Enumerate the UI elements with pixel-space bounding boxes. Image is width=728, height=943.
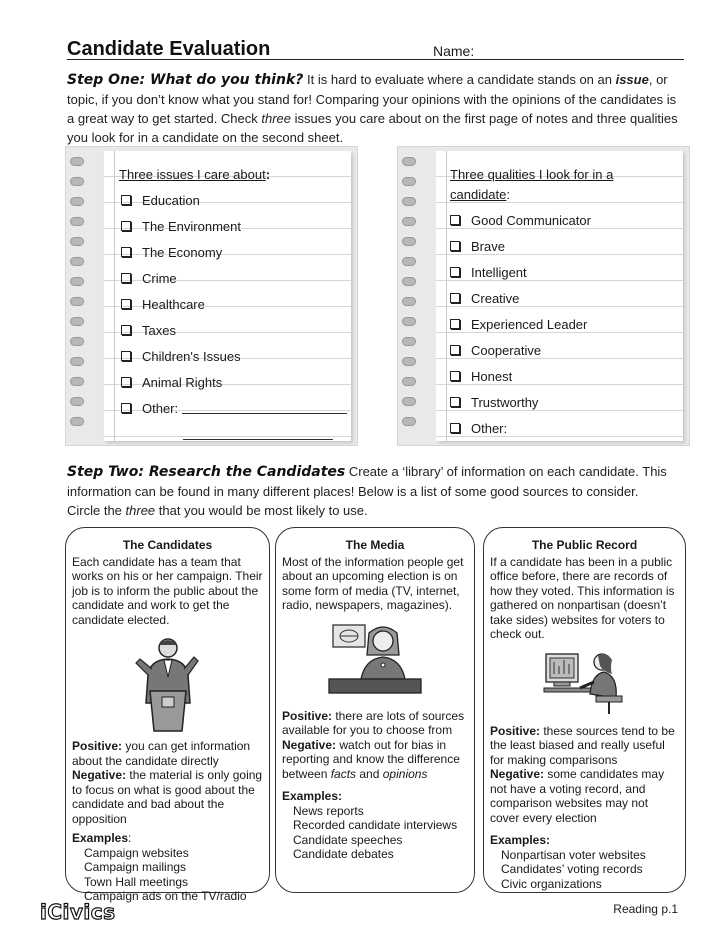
step-one-heading: Step One: What do you think? <box>67 72 304 88</box>
checkbox[interactable] <box>121 403 131 413</box>
checkbox[interactable] <box>450 371 460 381</box>
issues-heading-text: Three issues I care about <box>119 167 266 182</box>
issues-heading <box>119 165 270 185</box>
spiral-ring <box>402 397 416 406</box>
positive-label: Positive: <box>72 739 123 753</box>
checkbox[interactable] <box>450 267 460 277</box>
spiral-ring <box>70 397 84 406</box>
issue-item-other[interactable] <box>121 395 347 421</box>
news-anchor-illustration <box>325 619 425 699</box>
issue-label: Taxes <box>142 322 176 338</box>
example-item: Recorded candidate interviews <box>293 818 458 832</box>
quality-item[interactable] <box>450 207 591 233</box>
issue-label: Education <box>142 192 200 208</box>
positive-note <box>490 724 679 768</box>
issues-heading-colon: : <box>265 167 271 182</box>
positive-text: these sources tend to be the least biased and really useful for making comparisons <box>490 723 675 767</box>
three-word: three <box>261 111 292 126</box>
quality-item[interactable] <box>450 389 591 415</box>
checkbox[interactable] <box>121 195 131 205</box>
spiral-ring <box>70 297 84 306</box>
source-description: Most of the information people get about an upcoming election is on some form of media (TV, internet, radio, newspapers, magazines). <box>282 554 464 612</box>
source-title: The Candidates <box>122 538 213 552</box>
negative-note <box>72 768 263 826</box>
icivics-logo: iCivics <box>40 900 116 924</box>
spiral-ring <box>402 197 416 206</box>
spiral-ring <box>70 417 84 426</box>
spiral-ring <box>402 357 416 366</box>
spiral-ring <box>70 177 84 186</box>
step-one-text: , or topic, if you don’t know what you stand for! Comparing your opinions with the opinions of the candidates is a great way to get started. Check <box>67 72 677 126</box>
issue-label: Animal Rights <box>142 374 223 390</box>
examples-list <box>490 848 679 892</box>
quality-label: Brave <box>471 238 505 254</box>
example-item: Campaign mailings <box>84 860 187 874</box>
step-two-paragraph <box>67 462 672 520</box>
spiral-ring <box>70 217 84 226</box>
spiral-ring <box>402 337 416 346</box>
positive-note <box>282 709 468 738</box>
issue-label: Healthcare <box>142 296 205 312</box>
issue-label: Other: <box>142 400 179 416</box>
positive-label: Positive: <box>282 708 333 723</box>
spiral-rings <box>70 157 84 437</box>
step-one-text: It is hard to evaluate where a candidate stands on an <box>303 72 616 87</box>
issue-word: issue <box>615 72 649 87</box>
issue-label: Children's Issues <box>142 348 241 364</box>
issue-item[interactable] <box>121 213 347 239</box>
qualities-notebook <box>397 146 690 446</box>
quality-label: Other: <box>471 420 508 436</box>
write-in-line[interactable] <box>183 428 333 440</box>
issue-item-other-line2 <box>121 421 347 447</box>
spiral-ring <box>402 377 416 386</box>
source-description: If a candidate has been in a public office before, there are records of how they voted. This information is gathered on nonpartisan (doesn’t take sides) websites for voters to check out. <box>490 554 675 641</box>
checkbox[interactable] <box>121 351 131 361</box>
example-item: News reports <box>293 803 364 818</box>
example-item: Candidate debates <box>293 847 394 861</box>
spiral-ring <box>70 157 84 166</box>
negative-note <box>282 738 468 782</box>
issue-label: The Environment <box>142 218 241 234</box>
source-media[interactable] <box>275 527 475 893</box>
quality-label: Creative <box>471 290 520 306</box>
issue-label: The Economy <box>142 244 223 260</box>
examples-heading <box>72 831 263 846</box>
spiral-ring <box>70 197 84 206</box>
source-description: Each candidate has a team that works on his or her campaign. Their job is to inform the public about the candidate and work to get the candidate elected. <box>72 554 263 627</box>
step-two-text: Create a ‘library’ of information on each candidate. This information can be found in many different places! Below is a list of some good sources to consider. Circle the <box>67 464 667 518</box>
example-item: Campaign ads on the TV/radio <box>84 889 247 903</box>
quality-item[interactable] <box>450 233 591 259</box>
quality-item[interactable] <box>450 337 591 363</box>
spiral-ring <box>402 317 416 326</box>
checkbox[interactable] <box>121 377 131 387</box>
spiral-rings <box>402 157 416 437</box>
step-one-text: issues you care about on the first page of notes and three qualities you look for in a candidate on the second sheet. <box>67 111 678 145</box>
negative-label: Negative: <box>282 737 337 752</box>
spiral-ring <box>70 377 84 386</box>
candidate-speaker-illustration <box>128 633 208 733</box>
spiral-ring <box>402 277 416 286</box>
checkbox[interactable] <box>121 325 131 335</box>
quality-item-other[interactable] <box>450 415 591 441</box>
margin-line <box>446 151 447 441</box>
checkbox[interactable] <box>121 299 131 309</box>
qualities-heading-text: Three qualities I look for in a candidate <box>450 167 614 202</box>
examples-list <box>72 846 263 904</box>
example-item: Civic organizations <box>501 876 602 891</box>
quality-label: Experienced Leader <box>471 316 588 332</box>
step-one-paragraph <box>67 70 687 147</box>
checkbox[interactable] <box>450 423 460 433</box>
spiral-ring <box>402 257 416 266</box>
checkbox[interactable] <box>450 293 460 303</box>
issue-item[interactable] <box>121 317 347 343</box>
step-two-heading: Step Two: Research the Candidates <box>67 464 346 480</box>
positive-note <box>72 739 263 768</box>
negative-text: the material is only going to focus on what is good about the candidate and bad about the opposition <box>72 768 263 826</box>
quality-label: Good Communicator <box>471 212 591 228</box>
spiral-ring <box>402 417 416 426</box>
checkbox[interactable] <box>121 221 131 231</box>
example-item: Campaign websites <box>84 845 189 860</box>
spiral-ring <box>402 217 416 226</box>
negative-text: some candidates may not have a voting record, and comparison websites may not cover every election <box>490 767 665 825</box>
issue-item[interactable] <box>121 369 347 395</box>
spiral-ring <box>402 177 416 186</box>
spiral-ring <box>70 317 84 326</box>
positive-text: there are lots of sources available for you to choose from <box>282 708 465 737</box>
quality-label: Intelligent <box>471 264 527 280</box>
negative-note <box>490 767 679 825</box>
checkbox[interactable] <box>121 273 131 283</box>
quality-item[interactable] <box>450 363 591 389</box>
negative-text: watch out for bias in reporting and know the difference between <box>282 737 460 781</box>
spiral-ring <box>70 357 84 366</box>
checkbox[interactable] <box>450 397 460 407</box>
issue-item[interactable] <box>121 291 347 317</box>
quality-item[interactable] <box>450 259 591 285</box>
name-label: Name: <box>433 43 475 59</box>
margin-line <box>114 151 115 441</box>
spiral-ring <box>402 297 416 306</box>
checkbox[interactable] <box>450 345 460 355</box>
qualities-heading <box>450 165 650 205</box>
quality-label: Cooperative <box>471 342 542 358</box>
spiral-ring <box>70 277 84 286</box>
three-word: three <box>125 503 156 518</box>
facts-word: facts <box>330 766 357 781</box>
write-in-line[interactable] <box>182 402 347 414</box>
qualities-list <box>450 207 591 441</box>
page-number: Reading p.1 <box>613 902 678 916</box>
checkbox[interactable] <box>121 247 131 257</box>
positive-label: Positive: <box>490 723 541 738</box>
checkbox[interactable] <box>450 241 460 251</box>
source-title: The Public Record <box>531 538 638 552</box>
quality-item[interactable] <box>450 311 591 337</box>
issue-item[interactable] <box>121 343 347 369</box>
spiral-ring <box>70 257 84 266</box>
source-candidates[interactable] <box>65 527 270 903</box>
positive-text: you can get information about the candidate directly <box>72 739 251 768</box>
example-item: Town Hall meetings <box>84 874 189 889</box>
checkbox[interactable] <box>450 215 460 225</box>
examples-heading <box>282 789 468 804</box>
examples-heading <box>490 833 679 848</box>
issues-notebook <box>65 146 358 446</box>
opinions-word: opinions <box>382 766 428 781</box>
checkbox[interactable] <box>450 319 460 329</box>
source-public-record[interactable] <box>483 527 686 893</box>
negative-text: and <box>356 766 383 781</box>
spiral-ring <box>70 337 84 346</box>
examples-colon: : <box>128 831 132 845</box>
computer-user-illustration <box>540 648 630 716</box>
qualities-heading-colon: : <box>506 187 511 202</box>
examples-label: Examples: <box>282 789 343 803</box>
example-item: Nonpartisan voter websites <box>501 847 646 862</box>
examples-list <box>282 804 468 862</box>
header <box>67 38 684 60</box>
quality-item[interactable] <box>450 285 591 311</box>
issue-item[interactable] <box>121 239 347 265</box>
example-item: Candidate speeches <box>293 832 403 847</box>
spiral-ring <box>402 157 416 166</box>
quality-label: Honest <box>471 368 513 384</box>
issue-item[interactable] <box>121 187 347 213</box>
examples-label: Examples <box>72 831 129 845</box>
negative-label: Negative: <box>72 768 127 782</box>
issue-item[interactable] <box>121 265 347 291</box>
examples-label: Examples: <box>490 833 551 847</box>
step-two-text: that you would be most likely to use. <box>155 503 368 518</box>
issue-label: Crime <box>142 270 177 286</box>
quality-label: Trustworthy <box>471 394 539 410</box>
source-title: The Media <box>345 538 405 552</box>
spiral-ring <box>402 237 416 246</box>
page-title: Candidate Evaluation <box>67 38 271 60</box>
negative-label: Negative: <box>490 767 545 781</box>
spiral-ring <box>70 237 84 246</box>
issues-list <box>121 187 347 447</box>
example-item: Candidates’ voting records <box>501 862 643 876</box>
